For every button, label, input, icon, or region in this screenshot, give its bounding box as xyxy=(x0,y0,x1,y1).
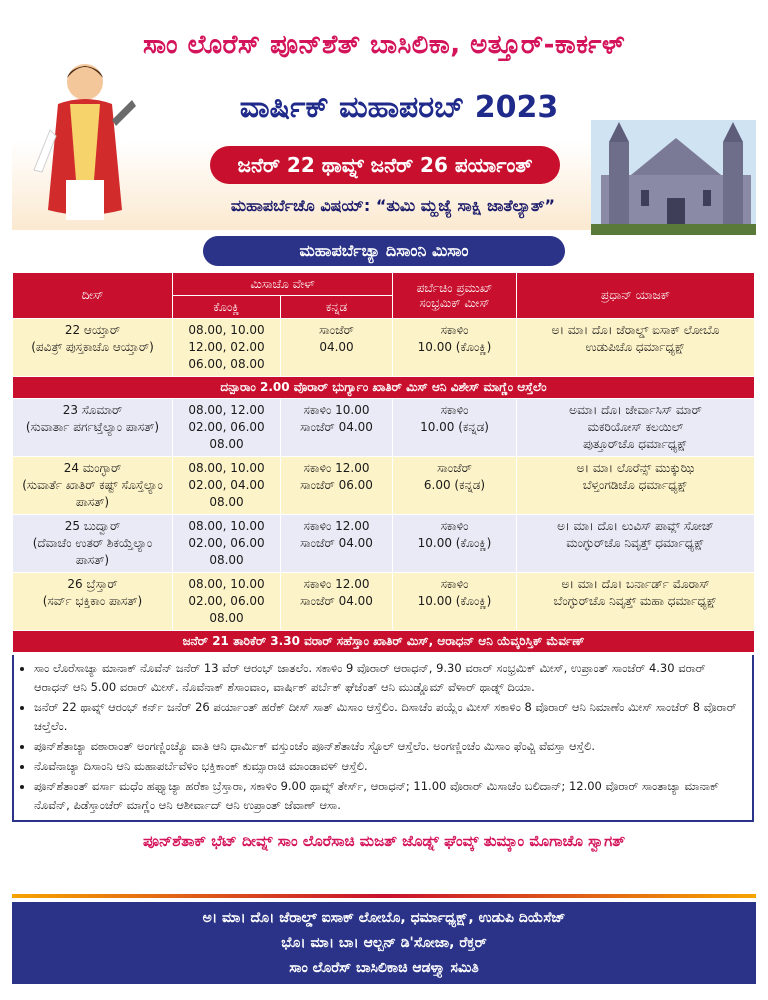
celebrant-line: ಮಕರಿಯೋಸ್ ಕಲಯಿಲ್ xyxy=(587,420,684,434)
theme-text: “ತುಮಿ ಮ್ಹಜ್ಯೆ ಸಾಕ್ಷಿ ಜಾತೆಲ್ಯಾತ್” xyxy=(375,196,556,215)
time-line: ಸಾಂಜೆರ್ 06.00 xyxy=(300,478,373,492)
time-line: 08.00, 10.00 xyxy=(188,519,265,533)
day-label: 25 ಬುದ್ವಾರ್ xyxy=(64,519,121,533)
jan21-notice: ಜನೆರ್ 21 ತಾರಿಕೆರ್ 3.30 ವರಾರ್ ಸಹೆಸ್ತಾಂ ಖಾತಿರ್ ಮಿಸ್, ಆರಾಧನ್ ಆನಿ ಯೆವ್ಕರಿಸ್ತಿಕ್ ಮೆರ್ವಣ್ xyxy=(13,631,755,653)
notes-box xyxy=(12,655,754,822)
konkani-cell xyxy=(173,399,281,457)
time-line: 6.00 (ಕನ್ನಡ) xyxy=(423,478,486,492)
time-line: ಸಕಾಳಿಂ 12.00 xyxy=(303,577,370,591)
celebrant-line: ಪುತ್ತೂರ್‌ಚೊ ಧರ್ಮಾಧ್ಯಕ್ಷ್ xyxy=(583,437,688,451)
celebrant-cell xyxy=(517,573,755,631)
konkani-cell xyxy=(173,457,281,515)
notes-list xyxy=(22,659,744,815)
time-line: 06.00, 08.00 xyxy=(188,357,265,371)
header-celebrant: ಪ್ರಧಾನ್ ಯಾಜಕ್ xyxy=(517,273,755,319)
celebrant-cell xyxy=(517,319,755,377)
konkani-cell xyxy=(173,573,281,631)
schedule-title: ಮಹಾಪರ್ಬೆಚ್ಯಾ ದಿಸಾಂನಿ ಮಿಸಾಂ xyxy=(203,236,565,266)
note-item: • ಪೂನ್‌ಶೆತಾಚ್ಯಾ ವಠಾರಾಂತ್ ಅಂಗಣ್ಣಿಂಚ್ಯೊ ವಾತಿ ಆನಿ ಧಾರ್ಮಿಕ್ ವಸ್ತುಂಚೆಂ ಪೂನ್‌ಶೆತಾಚೆಂ ಸ್ಟೊಲ್ ಆಸ್ತೆಲೆಂ. ಅಂಗಣ್ಣಿಂಚೆಂ ಮಿಸಾಂ ಫೆಂವ್ಚಿ ವೆವಸ್ತಾ ಆಸ್ತೆಲಿ. xyxy=(34,737,744,756)
konkani-cell xyxy=(173,319,281,377)
celebrant-line: ಉಡುಪಿಚೊ ಧರ್ಮಾಧ್ಯಕ್ಷ್ xyxy=(585,340,686,354)
time-line: 02.00, 06.00 xyxy=(188,420,265,434)
celebrant-line: ಬೆಂಗ್ಳುರ್‌ಚೊ ನಿವೃತ್ತ್ ಮಹಾ ಧರ್ಮಾಧ್ಯಕ್ಷ್ xyxy=(553,594,718,608)
note-item: • ನೊವೆನಾಚ್ಯಾ ದಿಸಾಂನಿ ಆನಿ ಮಹಾಪರ್ಬೆವೆಳಿಂ ಭಕ್ತಿಕಾಂಕ್ ಕುಮ್ಸಾರಾಚಿ ಮಾಂಡಾವಳ್ ಆಸ್ತೆಲಿ. xyxy=(34,757,744,776)
notice-row xyxy=(13,631,755,653)
header-konkani: ಕೊಂಕ್ಣಿ xyxy=(173,296,281,319)
time-line: ಸಾಂಜೆರ್ xyxy=(319,323,354,337)
basilica-title: ಸಾಂ ಲೊರೆಸ್ ಪೂನ್‌ಶೆತ್ ಬಾಸಿಲಿಕಾ, ಅತ್ತೂರ್-ಕಾರ್ಕಳ್ xyxy=(143,30,625,60)
time-line: 08.00 xyxy=(209,495,244,509)
footer-rector: ಭೊ। ಮಾ। ಬಾ। ಆಲ್ಬನ್ ಡಿ'ಸೋಜಾ, ರೆಕ್ತರ್ xyxy=(281,935,487,951)
kannada-cell xyxy=(281,319,393,377)
dates-banner: ಜನೆರ್ 22 ಥಾವ್ನ್ ಜನೆರ್ 26 ಪರ್ಯಾಂತ್ xyxy=(210,146,560,184)
time-line: 04.00 xyxy=(319,340,354,354)
day-sub-label: (ಪವಿತ್ರ್ ಪುಸ್ತಕಾಚೊ ಆಯ್ತಾರ್) xyxy=(31,340,154,354)
day-cell xyxy=(13,399,173,457)
time-line: 08.00 xyxy=(209,437,244,451)
day-sub-label: (ಸರ್ವ್ ಭಕ್ತಿಕಾಂ ಪಾಸತ್) xyxy=(42,594,143,608)
celebrant-line: ಮಂಗ್ಳುರ್‌ಚೊ ನಿವೃತ್ತ್ ಧರ್ಮಾಧ್ಯಕ್ಷ್ xyxy=(566,536,705,550)
welcome-message: ಪೂನ್‌ಶೆತಾಕ್ ಭೆಟ್ ದೀವ್ನ್ ಸಾಂ ಲೊರೆಸಾಚಿ ಮಜತ್ ಜೊಡ್ನ್ ಘೆಂವ್ಕ್ ತುಮ್ಕಾಂ ಮೊಗಾಚೊ ಸ್ವಾಗತ್ xyxy=(142,832,626,850)
time-line: 12.00, 02.00 xyxy=(188,340,265,354)
footer-bishop: ಅ। ಮಾ। ದೊ। ಜೆರಾಲ್ಡ್ ಐಸಾಕ್ ಲೋಬೊ, ಧರ್ಮಾಧ್ಯಕ್ಷ್, ಉಡುಪಿ ದಿಯೆಸೆಜ್ xyxy=(202,910,566,926)
time-line: ಸಕಾಳಿಂ xyxy=(440,577,469,591)
footer-committee: ಸಾಂ ಲೊರೆಸ್ ಬಾಸಿಲಿಕಾಚಿ ಆಡಳ್ತ್ಯಾ ಸಮಿತಿ xyxy=(289,960,479,976)
theme-label: ಮಹಾಪರ್ಬೆಚೊ ವಿಷಯ್: xyxy=(230,196,371,215)
kannada-cell xyxy=(281,573,393,631)
day-cell xyxy=(13,457,173,515)
time-line: ಸಕಾಳಿಂ 12.00 xyxy=(303,519,370,533)
kannada-cell xyxy=(281,515,393,573)
day-sub-label: (ದೆವಾಚೆಂ ಉತರ್ ಶಿಕಯ್ತೆಲ್ಯಾಂ ಪಾಸತ್) xyxy=(32,536,153,567)
table-row xyxy=(13,319,755,377)
celebrant-line: ಅಮಾ। ದೊ। ಜೇರ್ವಾಸಿಸ್ ಮಾರ್ xyxy=(569,403,702,417)
day-cell xyxy=(13,515,173,573)
note-item: • ಜನೆರ್ 22 ಥಾವ್ನ್ ಆರಂಭ್ ಕರ್ನ್ ಜನೆರ್ 26 ಪರ್ಯಾಂತ್ ಹರೆಕ್ ದೀಸ್ ಸಾತ್ ಮಿಸಾಂ ಆಸ್ತೆಲಿಂ. ದಿಸಾಚೆಂ ಪಯ್ಲೆಂ ಮೀಸ್ ಸಕಾಳಿಂ 8 ವೊರಾರ್ ಆನಿ ನಿಮಾಣೆಂ ಮೀಸ್ ಸಾಂಜೆರ್ 8 ವೊರಾರ್ ಚಲ್ತೆಲೆಂ. xyxy=(34,698,744,736)
feast-theme xyxy=(180,196,606,216)
time-line: 10.00 (ಕೊಂಕ್ಣಿ) xyxy=(417,340,492,354)
time-line: 08.00 xyxy=(209,553,244,567)
time-line: 02.00, 06.00 xyxy=(188,594,265,608)
time-line: 10.00 (ಕೊಂಕ್ಣಿ) xyxy=(417,594,492,608)
feast-subtitle: ವಾರ್ಷಿಕ್ ಮಹಾಪರಬ್ 2023 xyxy=(239,90,559,125)
celebrant-line: ಅ। ಮಾ। ದೊ। ಬರ್ನಾರ್ಡ್ ಮೊರಾಸ್ xyxy=(561,577,710,591)
celebrant-cell xyxy=(517,399,755,457)
time-line: 10.00 (ಕನ್ನಡ) xyxy=(420,420,489,434)
special-cell xyxy=(393,573,517,631)
special-cell xyxy=(393,457,517,515)
time-line: 08.00, 12.00 xyxy=(188,403,265,417)
day-sub-label: (ಸುವಾರ್ತಾ ಪರ್ಗಟ್ತೆಲ್ಯಾಂ ಪಾಸತ್) xyxy=(25,420,160,434)
table-row xyxy=(13,457,755,515)
header-mass-time: ಮಿಸಾಚೊ ವೇಳ್ xyxy=(173,273,393,296)
time-line: ಸಾಂಜೆರ್ 04.00 xyxy=(300,420,373,434)
day-label: 23 ಸೊಮಾರ್ xyxy=(62,403,123,417)
saint-figure-image xyxy=(30,60,140,228)
header xyxy=(12,8,756,230)
special-cell xyxy=(393,319,517,377)
table-row xyxy=(13,515,755,573)
note-item: • ಸಾಂ ಲೊರೆಸಾಚ್ಯಾ ಮಾನಾಕ್ ನೊವೆನ್ ಜನೆರ್ 13 ವೆರ್ ಆರಂಭ್ ಜಾತಲೆಂ. ಸಕಾಳಿಂ 9 ವೊರಾರ್ ಆರಾಧನ್, 9.30 ವರಾರ್ ಸಂಭ್ರಮಿಕ್ ಮೀಸ್, ಉಪ್ರಾಂತ್ ಸಾಂಜೆರ್ 4.30 ವರಾರ್ ಆರಾಧನ್ ಆನಿ 5.00 ವರಾರ್ ಮೀಸ್. ನೊವೆನಾಕ್ ಶೆಸಾಂವಾಂ, ವಾರ್ಷಿಕ್ ಪರ್ಬೆಕ್ ಘೆಜೆಂತ್ ಆನಿ ಮುಡ್ಡೊಮ್ ವೆಳಾರ್ ಥಾಡ್ನ್ ದಿಯಾ. xyxy=(34,659,744,697)
kannada-cell xyxy=(281,399,393,457)
header-day: ದೀಸ್ xyxy=(13,273,173,319)
konkani-cell xyxy=(173,515,281,573)
day-label: 26 ಬ್ರೆಸ್ತಾರ್ xyxy=(67,577,118,591)
time-line: 08.00 xyxy=(209,611,244,625)
notice-row xyxy=(13,377,755,399)
table-row xyxy=(13,399,755,457)
time-line: ಸಕಾಳಿಂ xyxy=(440,323,469,337)
day-sub-label: (ಸುವಾರ್ತೆ ಖಾತಿರ್ ಕಷ್ಟ್ ಸೊಸ್ತೆಲ್ಯಾಂ ಪಾಸತ್) xyxy=(22,478,163,509)
note-item: • ಪೂನ್‌ಶೆತಾಂತ್ ವರ್ಸಾ ಮಧೆಂ ಹಫ್ತ್ಯಾಚ್ಯಾ ಹರೆಕಾ ಬ್ರೆಸ್ತಾರಾ, ಸಕಾಳಿಂ 9.00 ಥಾವ್ನ್ ತೇರ್ಸ್, ಆರಾಧನ್; 11.00 ವೊರಾರ್ ಮಿಸಾಚೆಂ ಬಲಿದಾನ್; 12.00 ವೊರಾರ್ ಸಾಂತಾಚ್ಯಾ ಮಾನಾಕ್ ನೊವೆನ್, ಪಿಡೆಸ್ತಾಂಚೆರ್ ಮಾಗ್ಣೆಂ ಆನಿ ಆಶೀರ್ವಾದ್ ಆನಿ ಉಪ್ರಾಂತ್ ಜೆವಾಣ್ ಆಸಾ. xyxy=(34,777,744,815)
table-header-row xyxy=(13,273,755,296)
celebrant-line: ಅ। ಮಾ। ಲೊರೆನ್ಸ್ ಮುಕ್ಕುಝಿ xyxy=(576,461,695,475)
time-line: 08.00, 10.00 xyxy=(188,577,265,591)
time-line: ಸಕಾಳಿಂ 12.00 xyxy=(303,461,370,475)
celebrant-cell xyxy=(517,457,755,515)
special-cell xyxy=(393,399,517,457)
special-cell xyxy=(393,515,517,573)
time-line: 02.00, 06.00 xyxy=(188,536,265,550)
day-cell xyxy=(13,573,173,631)
time-line: ಸಾಂಜೆರ್ xyxy=(437,461,472,475)
celebrant-cell xyxy=(517,515,755,573)
footer-box xyxy=(12,902,756,984)
day-label: 24 ಮಂಗ್ಳಾರ್ xyxy=(63,461,122,475)
time-line: 08.00, 10.00 xyxy=(188,323,265,337)
day-label: 22 ಆಯ್ತಾರ್ xyxy=(64,323,121,337)
children-mass-notice: ದನ್ಪಾರಾಂ 2.00 ವೊರಾರ್ ಭುರ್ಗ್ಯಾಂ ಖಾತಿರ್ ಮಿಸ್ ಆನಿ ವಿಶೇಸ್ ಮಾಗ್ಣೆಂ ಆಸ್ತೆಲೆಂ xyxy=(13,377,755,399)
time-line: ಸಾಂಜೆರ್ 04.00 xyxy=(300,536,373,550)
divider xyxy=(12,894,756,898)
celebrant-line: ಅ। ಮಾ। ದೊ। ಜೆರಾಲ್ಡ್ ಐಸಾಕ್ ಲೋಬೊ xyxy=(551,323,720,337)
time-line: ಸಾಂಜೆರ್ 04.00 xyxy=(300,594,373,608)
header-special-mass: ಪರ್ಬೆಚಿಂ ಪ್ರಮುಖ್ ಸಂಭ್ರಮಿಕ್ ಮೀಸ್ xyxy=(393,273,517,319)
day-cell xyxy=(13,319,173,377)
time-line: ಸಕಾಳಿಂ xyxy=(440,519,469,533)
time-line: ಸಕಾಳಿಂ xyxy=(440,403,469,417)
celebrant-line: ಅ। ಮಾ। ದೊ। ಲುವಿಸ್ ಪಾವ್ಲ್ ಸೋಜ್ xyxy=(557,519,714,533)
time-line: ಸಕಾಳಿಂ 10.00 xyxy=(303,403,370,417)
celebrant-line: ಬೆಳ್ತಂಗಡಿಚೊ ಧರ್ಮಾಧ್ಯಕ್ಷ್ xyxy=(582,478,689,492)
kannada-cell xyxy=(281,457,393,515)
table-row xyxy=(13,573,755,631)
mass-schedule-table xyxy=(12,272,755,653)
church-building-image xyxy=(591,120,756,235)
time-line: 02.00, 04.00 xyxy=(188,478,265,492)
time-line: 08.00, 10.00 xyxy=(188,461,265,475)
time-line: 10.00 (ಕೊಂಕ್ಣಿ) xyxy=(417,536,492,550)
header-kannada: ಕನ್ನಡ xyxy=(281,296,393,319)
